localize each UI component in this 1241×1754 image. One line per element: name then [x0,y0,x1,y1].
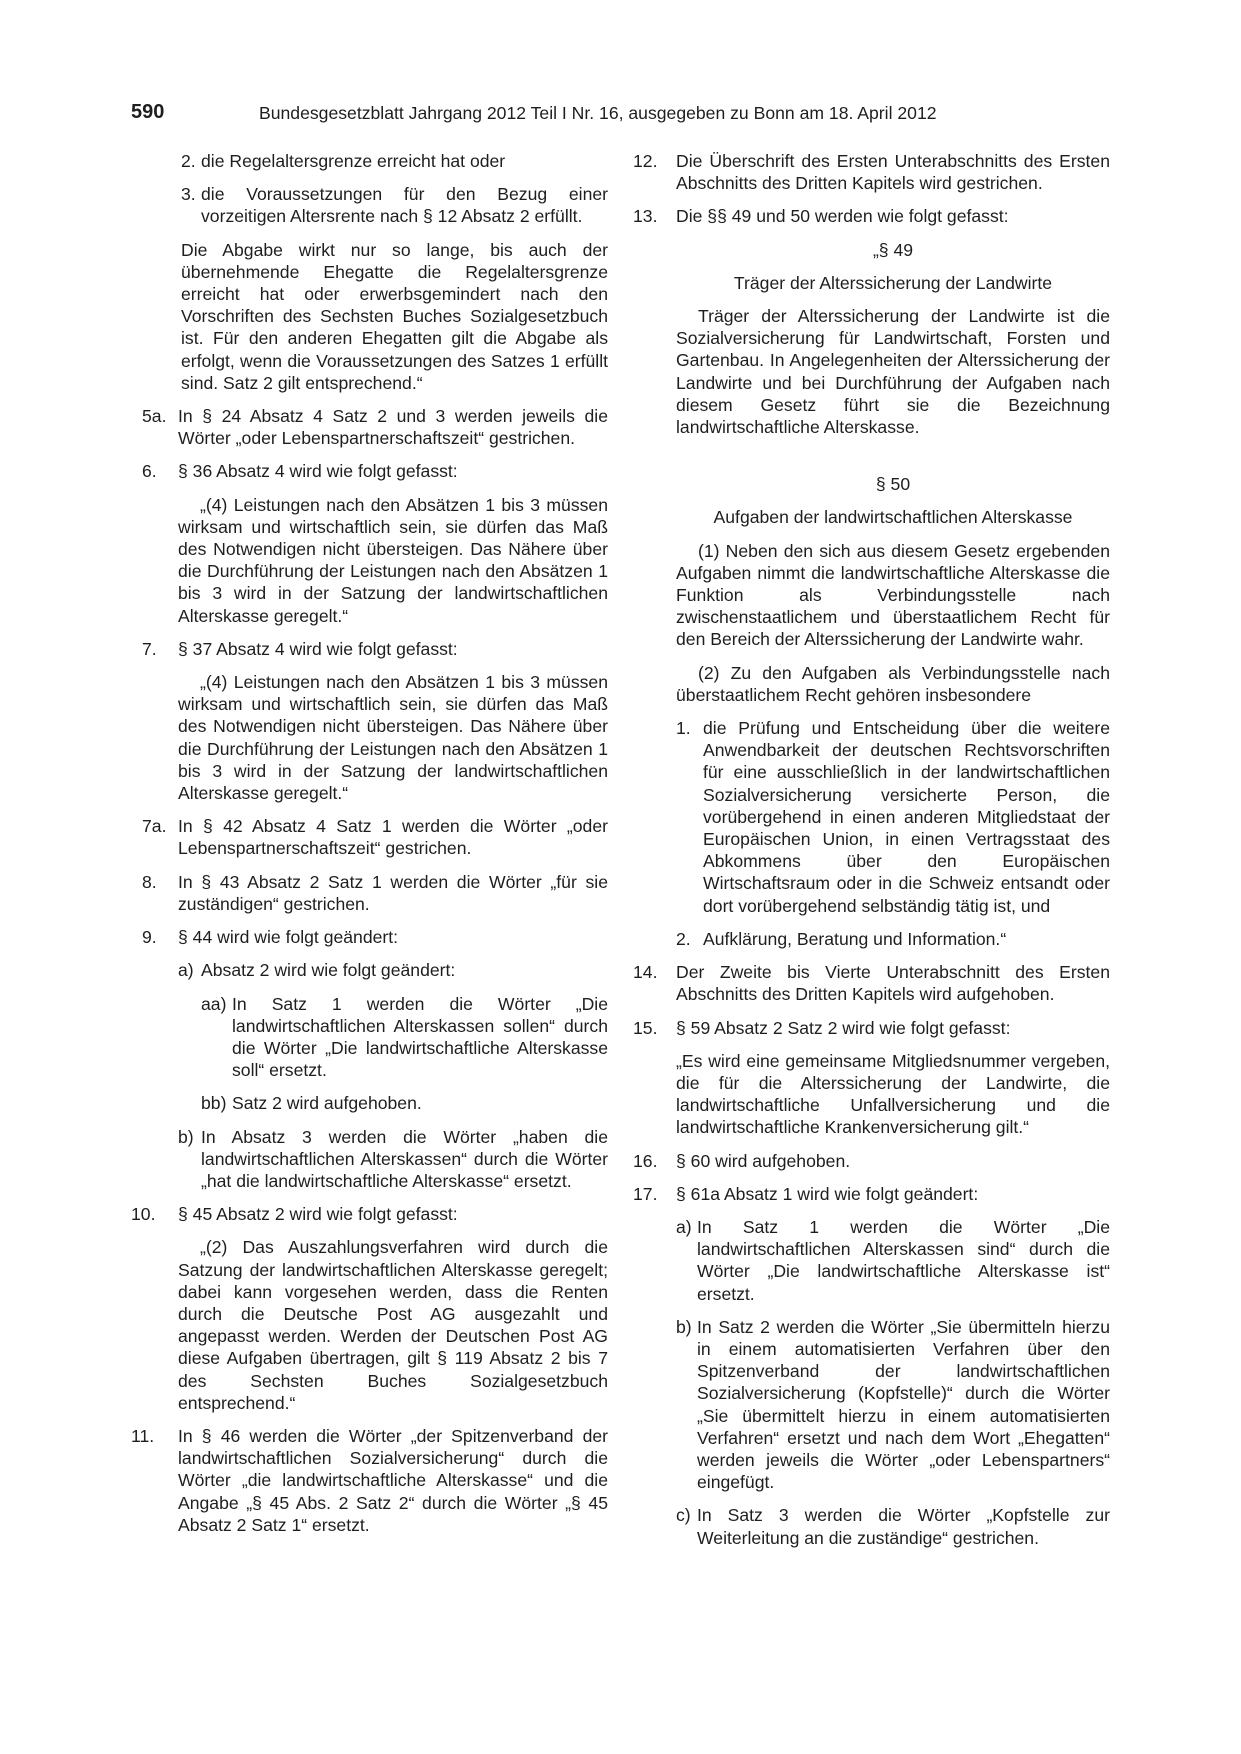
right-column [633,150,1110,1560]
item-number: 11. [131,1425,155,1446]
item-number: 13. [633,206,658,227]
item-number: 7. [142,638,157,659]
list-item [633,961,1110,1005]
section-heading: „§ 49 [872,239,914,260]
item-text: die Prüfung und Entscheidung über die weitere Anwendbarkeit der deutschen Rechtsvorschriften für eine ausschließlich in der landwirtschaftlichen Sozialversicherung versicherte Person, die vorübergehend in einen anderen Mitgliedstaat der Europäischen Union, in einen Vertragsstaat des Abkommens über den Europäischen Wirtschaftsraum oder in die Schweiz entsandt oder dort vorübergehend selbständig tätig ist, und [703,718,1110,916]
item-text: § 36 Absatz 4 wird wie folgt gefasst: [178,461,458,482]
item-text: die Voraussetzungen für den Bezug einer vorzeitigen Altersrente nach § 12 Absatz 2 erfüllt. [201,184,608,227]
item-number: 6. [142,461,157,482]
list-item [131,150,608,172]
sub-item [633,1504,1110,1548]
sub-item [633,1316,1110,1494]
item-number: 17. [633,1183,658,1204]
item-text: § 61a Absatz 1 wird wie folgt geändert: [676,1183,979,1204]
list-item [633,1150,1110,1172]
item-text: In Satz 1 werden die Wörter „Die landwirtschaftlichen Alterskassen sollen“ durch die Wörter „Die landwirtschaftliche Alterskasse soll“ ersetzt. [232,993,608,1081]
item-text: die Regelaltersgrenze erreicht hat oder [201,151,506,171]
section-heading: § 50 [875,474,911,495]
item-number: c) [676,1505,691,1526]
item-number: 8. [142,871,157,892]
item-number: 14. [633,962,658,983]
section-text: (2) Zu den Aufgaben als Verbindungsstelle nach überstaatlichem Recht gehören insbesondere [676,662,1110,705]
item-number: 9. [142,927,157,948]
page-number: 590 [131,101,165,123]
sub-item [131,1126,608,1193]
item-number: aa) [201,993,227,1014]
list-item [131,405,608,449]
list-item [131,460,608,482]
item-number: 2. [676,928,691,949]
item-text: In § 46 werden die Wörter „der Spitzenverband der landwirtschaftlichen Sozialversicherung“ durch die Wörter „die landwirtschaftliche Alterskasse“ und die Angabe „§ 45 Abs. 2 Satz 2“ durch die Wörter „§ 45 Absatz 2 Satz 1“ ersetzt. [178,1425,608,1535]
list-item [131,1425,608,1536]
item-number: 12. [633,151,658,171]
sub-item [633,1216,1110,1305]
item-text: In § 42 Absatz 4 Satz 1 werden die Wörter „oder Lebenspartnerschaftszeit“ gestrichen. [178,816,608,859]
list-item [633,205,1110,227]
list-item [131,815,608,859]
running-header: Bundesgesetzblatt Jahrgang 2012 Teil I Nr. 16, ausgegeben zu Bonn am 18. April 2012 [259,103,937,123]
item-number: 2. [181,151,196,171]
list-item [633,1017,1110,1039]
item-text: In Satz 3 werden die Wörter „Kopfstelle zur Weiterleitung an die zuständige“ gestrichen. [697,1505,1110,1548]
quoted-paragraph: „(2) Das Auszahlungsverfahren wird durch die Satzung der landwirtschaftlichen Alterskasse geregelt; dabei kann vorgesehen werden, dass die Renten durch die Deutsche Post AG ausgezahlt und angepasst werden. Werden der Deutschen Post AG diese Aufgaben übertragen, gilt § 119 Absatz 2 bis 7 des Sechsten Buches Sozialgesetzbuch entsprechend.“ [178,1237,608,1413]
quoted-paragraph: „(4) Leistungen nach den Absätzen 1 bis 3 müssen wirksam und wirtschaftlich sein, sie dürfen das Maß des Notwendigen nicht übersteigen. Das Nähere über die Durchführung der Leistungen nach den Absätzen 1 bis 3 wird in der Satzung der landwirtschaftlichen Alterskasse geregelt.“ [178,494,608,626]
item-number: 7a. [142,816,167,837]
sub-sub-item [131,1092,608,1114]
item-number: 16. [633,1150,658,1171]
item-number: 5a. [142,406,167,427]
list-item [131,1203,608,1225]
section-text: Träger der Alterssicherung der Landwirte ist die Sozialversicherung für Landwirtschaft, Forsten und Gartenbau. In Angelegenheiten der Alterssicherung der Landwirte und bei Durchführung der Aufgaben nach diesem Gesetz führt sie die Bezeichnung landwirtschaftliche Alterskasse. [676,306,1110,438]
item-text: In § 43 Absatz 2 Satz 1 werden die Wörter „für sie zuständigen“ gestrichen. [178,871,608,914]
section-text: (1) Neben den sich aus diesem Gesetz ergebenden Aufgaben nimmt die landwirtschaftliche Alterskasse die Funktion als Verbindungsstelle nach zwischenstaatlichem und überstaatlichem Recht für den Bereich der Alterssicherung der Landwirte wahr. [676,540,1110,650]
item-text: Aufklärung, Beratung und Information.“ [703,928,1007,949]
item-text: Satz 2 wird aufgehoben. [232,1093,422,1114]
sub-item [633,717,1110,917]
item-number: 1. [676,718,691,739]
list-item [131,638,608,660]
list-item [633,1183,1110,1205]
sub-item [131,959,608,981]
item-text: § 45 Absatz 2 wird wie folgt gefasst: [178,1204,458,1225]
list-item [131,871,608,915]
item-text: Die §§ 49 und 50 werden wie folgt gefasst: [676,206,1009,227]
list-item [131,926,608,948]
item-number: a) [178,960,194,981]
item-text: Absatz 2 wird wie folgt geändert: [201,960,456,981]
list-item [131,183,608,227]
quoted-paragraph: Die Abgabe wirkt nur so lange, bis auch der übernehmende Ehegatte die Regelaltersgrenze erreicht hat oder erwerbsgemindert nach den Vorschriften des Sechsten Buches Sozialgesetzbuch ist. Für den anderen Ehegatten gilt die Abgabe als erfolgt, wenn die Voraussetzungen des Satzes 1 erfüllt sind. Satz 2 gilt entsprechend.“ [181,239,608,393]
item-text: § 59 Absatz 2 Satz 2 wird wie folgt gefasst: [676,1017,1011,1038]
item-text: § 60 wird aufgehoben. [676,1150,851,1171]
item-text: In § 24 Absatz 4 Satz 2 und 3 werden jeweils die Wörter „oder Lebenspartnerschaftszeit“ gestrichen. [178,406,608,449]
quoted-paragraph: „Es wird eine gemeinsame Mitgliedsnummer vergeben, die für die Alterssicherung der Landwirte, die landwirtschaftliche Unfallversicherung und die landwirtschaftliche Krankenversicherung gilt.“ [676,1050,1110,1138]
sub-item [633,928,1110,950]
quoted-paragraph: „(4) Leistungen nach den Absätzen 1 bis 3 müssen wirksam und wirtschaftlich sein, sie dürfen das Maß des Notwendigen nicht übersteigen. Das Nähere über die Durchführung der Leistungen nach den Absätzen 1 bis 3 wird in der Satzung der landwirtschaftlichen Alterskasse geregelt.“ [178,672,608,804]
item-text: In Satz 1 werden die Wörter „Die landwirtschaftlichen Alterskassen sind“ durch die Wörter „Die landwirtschaftliche Alterskasse ist“ ersetzt. [697,1216,1110,1304]
sub-sub-item [131,993,608,1082]
item-text: Die Überschrift des Ersten Unterabschnitts des Ersten Abschnitts des Dritten Kapitels wird gestrichen. [676,151,1110,194]
item-text: § 37 Absatz 4 wird wie folgt gefasst: [178,638,458,659]
item-text: § 44 wird wie folgt geändert: [178,927,399,948]
item-text: In Absatz 3 werden die Wörter „haben die landwirtschaftlichen Alterskassen“ durch die Wörter „hat die landwirtschaftliche Alterskasse“ ersetzt. [201,1126,608,1191]
section-title: Aufgaben der landwirtschaftlichen Alterskasse [713,507,1073,528]
item-number: 15. [633,1017,658,1038]
item-text: In Satz 2 werden die Wörter „Sie übermitteln hierzu in einem automatisierten Verfahren über den Spitzenverband der landwirtschaftlichen Sozialversicherung (Kopfstelle)“ durch die Wörter „Sie übermittelt hierzu in einem automatisierten Verfahren“ ersetzt und nach dem Wort „Ehegatten“ werden jeweils die Wörter „oder Lebenspartners“ eingefügt. [697,1316,1110,1493]
section-title: Träger der Alterssicherung der Landwirte [733,272,1053,293]
item-number: b) [178,1126,194,1147]
item-number: 10. [131,1204,156,1225]
list-item [633,150,1110,194]
item-number: a) [676,1216,692,1237]
item-text: Der Zweite bis Vierte Unterabschnitt des Ersten Abschnitts des Dritten Kapitels wird aufgehoben. [676,962,1110,1005]
item-number: 3. [181,184,196,205]
left-column [131,150,608,1547]
item-number: b) [676,1316,692,1337]
item-number: bb) [201,1093,227,1114]
